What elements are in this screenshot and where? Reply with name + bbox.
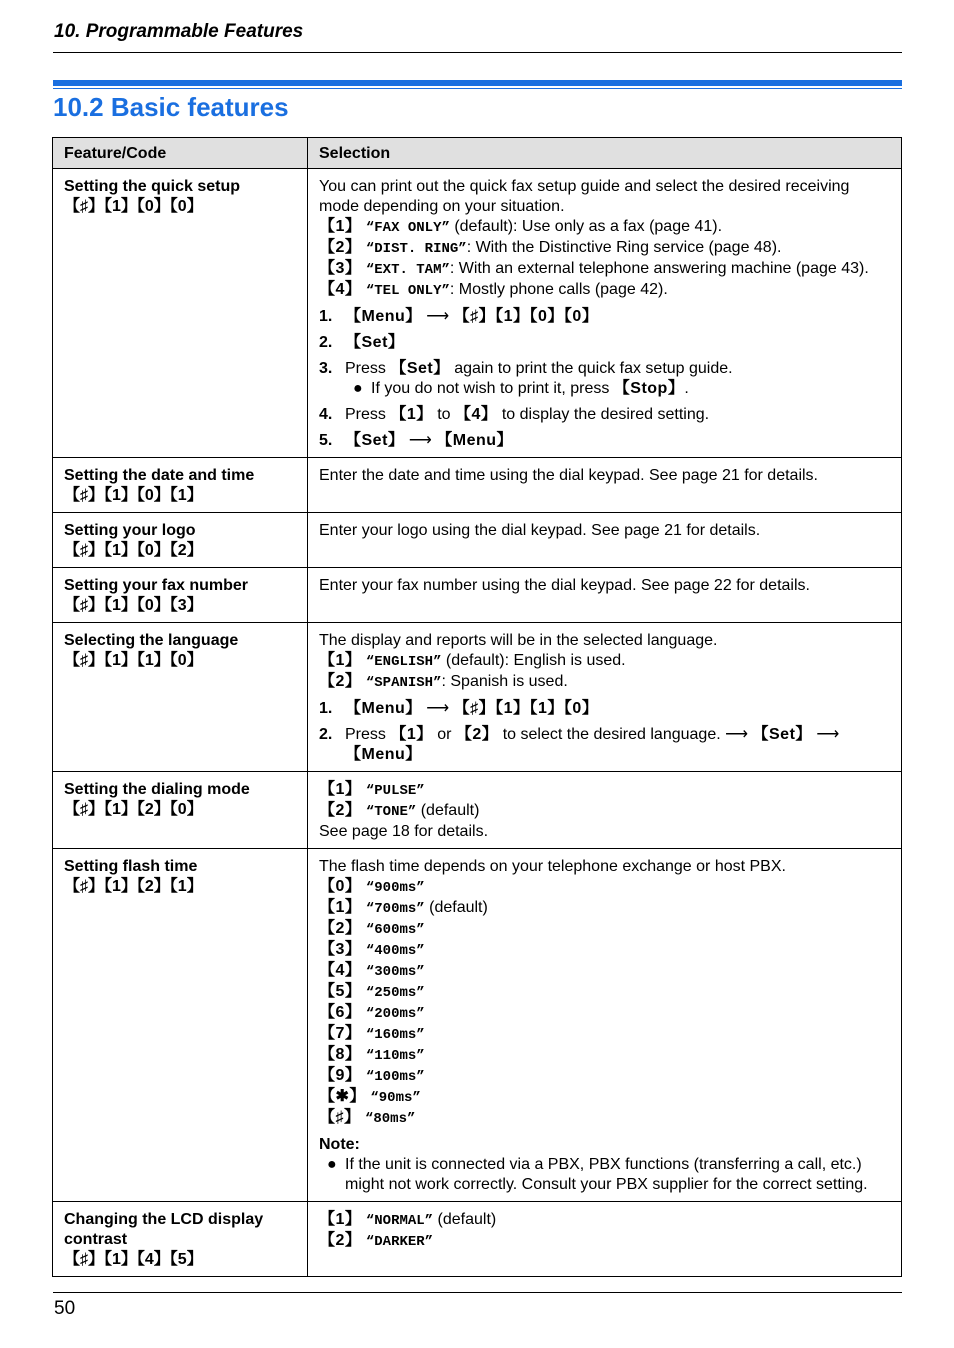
feature-name: Changing the LCD display contrast (64, 1211, 264, 1248)
option-line: 【2】 “DARKER” (319, 1232, 434, 1250)
feature-code-header: Feature/Code (53, 138, 308, 169)
option-line: 【8】 “110ms” (319, 1046, 425, 1064)
step: 5. 【Set】 ⟶ 【Menu】 (319, 432, 514, 449)
chapter-title: 10. Programmable Features (54, 21, 304, 42)
section-title: 10.2 Basic features (53, 92, 289, 122)
feature-name: Selecting the language (64, 632, 239, 649)
step: 2. 【Set】 (319, 334, 405, 351)
feature-code: 【♯】【1】【2】【1】 (64, 878, 203, 895)
table-row (53, 623, 902, 772)
option-line: 【6】 “200ms” (319, 1004, 425, 1022)
step: 2. Press 【1】 or 【2】 to select the desired language. ⟶ 【Set】 ⟶ 【Menu】 (319, 726, 840, 763)
option-line: 【1】 “700ms” (default) (319, 899, 488, 917)
selection-header: Selection (308, 138, 902, 169)
option-line: 【3】 “EXT. TAM”: With an external telephone answering machine (page 43). (319, 260, 869, 278)
feature-name: Setting the date and time (64, 467, 255, 484)
option-line: 【♯】 “80ms” (319, 1109, 416, 1127)
table-row (53, 568, 902, 623)
intro-text: The display and reports will be in the selected language. (319, 632, 718, 649)
option-line: 【0】 “900ms” (319, 878, 425, 896)
option-line: 【2】 “DIST. RING”: With the Distinctive Ring service (page 48). (319, 239, 782, 257)
feature-cell (53, 849, 308, 1202)
option-line: 【1】 “NORMAL” (default) (319, 1211, 497, 1229)
table-row (53, 772, 902, 849)
option-line: 【7】 “160ms” (319, 1025, 425, 1043)
feature-name: Setting your logo (64, 522, 196, 539)
intro-text: You can print out the quick fax setup guide and select the desired receiving mode depending on your situation. (319, 178, 850, 215)
feature-name: Setting the dialing mode (64, 781, 250, 798)
option-line: 【9】 “100ms” (319, 1067, 425, 1085)
feature-cell (53, 458, 308, 513)
table-row (53, 169, 902, 458)
selection-cell (308, 169, 902, 458)
table-row (53, 458, 902, 513)
see-text: See page 18 for details. (319, 823, 489, 840)
feature-cell (53, 623, 308, 772)
feature-name: Setting your fax number (64, 577, 249, 594)
intro-text: The flash time depends on your telephone exchange or host PBX. (319, 858, 786, 875)
selection-text: Enter your logo using the dial keypad. See page 21 for details. (319, 522, 761, 539)
feature-cell (53, 169, 308, 458)
feature-cell (53, 1202, 308, 1277)
option-line: 【4】 “300ms” (319, 962, 425, 980)
option-line: 【2】 “SPANISH”: Spanish is used. (319, 673, 568, 691)
note-item: ● If the unit is connected via a PBX, PBX functions (transferring a call, etc.) might not work correctly. Consult your PBX supplier for the correct setting. (327, 1156, 868, 1193)
footer-divider (53, 1292, 902, 1293)
table-row (53, 513, 902, 568)
feature-code: 【♯】【1】【1】【0】 (64, 652, 203, 669)
option-line: 【2】 “600ms” (319, 920, 425, 938)
feature-name: Setting the quick setup (64, 178, 241, 195)
header-divider (53, 52, 902, 53)
feature-cell (53, 568, 308, 623)
feature-name: Setting flash time (64, 858, 198, 875)
step: 1. 【Menu】 ⟶ 【♯】【1】【0】【0】 (319, 308, 599, 325)
feature-code: 【♯】【1】【0】【0】 (64, 198, 203, 215)
table-row (53, 849, 902, 1202)
features-table (52, 137, 902, 1277)
option-line: 【3】 “400ms” (319, 941, 425, 959)
selection-cell (308, 772, 902, 849)
flash-options-list (319, 877, 890, 1129)
option-line: 【✱】 “90ms” (319, 1088, 421, 1106)
bullet-item: ● If you do not wish to print it, press 【Stop】. (353, 380, 689, 397)
selection-text: Enter your fax number using the dial keypad. See page 22 for details. (319, 577, 810, 594)
step: 1. 【Menu】 ⟶ 【♯】【1】【1】【0】 (319, 700, 599, 717)
step: 4. Press 【1】 to 【4】 to display the desired setting. (319, 406, 710, 423)
page-number: 50 (54, 1298, 76, 1319)
note-label: Note: (319, 1136, 360, 1153)
selection-cell (308, 513, 902, 568)
section-bar-thin (53, 88, 902, 89)
option-line: 【2】 “TONE” (default) (319, 802, 480, 820)
feature-code: 【♯】【1】【4】【5】 (64, 1251, 203, 1268)
table-row (53, 1202, 902, 1277)
feature-cell (53, 513, 308, 568)
feature-code: 【♯】【1】【0】【1】 (64, 487, 203, 504)
option-line: 【1】 “PULSE” (319, 781, 425, 799)
selection-text: Enter the date and time using the dial keypad. See page 21 for details. (319, 467, 818, 484)
feature-code: 【♯】【1】【0】【2】 (64, 542, 203, 559)
feature-code: 【♯】【1】【2】【0】 (64, 801, 203, 818)
option-line: 【5】 “250ms” (319, 983, 425, 1001)
selection-cell (308, 1202, 902, 1277)
feature-code: 【♯】【1】【0】【3】 (64, 597, 203, 614)
feature-cell (53, 772, 308, 849)
section-bar (53, 80, 902, 86)
table-header-row (53, 138, 902, 169)
option-line: 【4】 “TEL ONLY”: Mostly phone calls (page 42). (319, 281, 668, 299)
selection-cell (308, 458, 902, 513)
selection-cell (308, 623, 902, 772)
step: 3. Press 【Set】 again to print the quick fax setup guide. (319, 360, 733, 377)
selection-cell (308, 568, 902, 623)
option-line: 【1】 “FAX ONLY” (default): Use only as a fax (page 41). (319, 218, 723, 236)
selection-cell (308, 849, 902, 1202)
option-line: 【1】 “ENGLISH” (default): English is used. (319, 652, 626, 670)
